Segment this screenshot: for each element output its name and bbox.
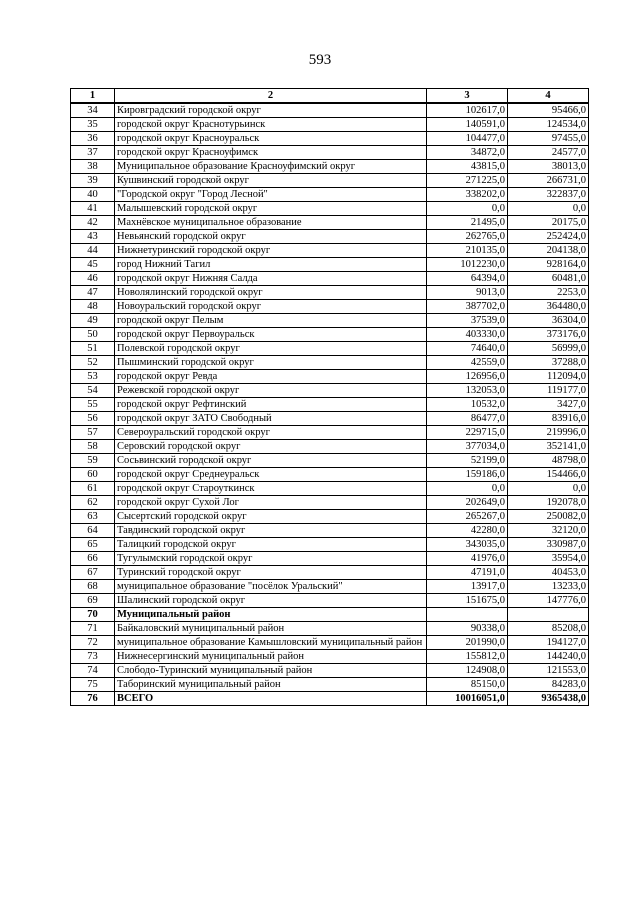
row-number-cell: 52 bbox=[71, 356, 115, 370]
column-4-value-cell: 60481,0 bbox=[508, 272, 589, 286]
row-number-cell: 49 bbox=[71, 314, 115, 328]
municipality-name-cell: Нижнетуринский городской округ bbox=[115, 244, 427, 258]
table-row bbox=[71, 650, 589, 664]
municipality-name-cell: Нижнесергинский муниципальный район bbox=[115, 650, 427, 664]
column-4-value-cell: 20175,0 bbox=[508, 216, 589, 230]
table-row bbox=[71, 496, 589, 510]
row-number-cell: 46 bbox=[71, 272, 115, 286]
table-row bbox=[71, 314, 589, 328]
column-3-value-cell: 21495,0 bbox=[427, 216, 508, 230]
municipality-name-cell: Серовский городской округ bbox=[115, 440, 427, 454]
row-number-cell: 72 bbox=[71, 636, 115, 650]
row-number-cell: 57 bbox=[71, 426, 115, 440]
table-row bbox=[71, 524, 589, 538]
table-row bbox=[71, 636, 589, 650]
table-row bbox=[71, 230, 589, 244]
municipality-name-cell: городской округ Красноуфимск bbox=[115, 146, 427, 160]
column-3-value-cell: 377034,0 bbox=[427, 440, 508, 454]
municipality-name-cell: Кировградский городской округ bbox=[115, 103, 427, 118]
column-3-value-cell: 74640,0 bbox=[427, 342, 508, 356]
table-row bbox=[71, 594, 589, 608]
column-4-value-cell: 119177,0 bbox=[508, 384, 589, 398]
column-3-value-cell: 64394,0 bbox=[427, 272, 508, 286]
column-3-value-cell: 10532,0 bbox=[427, 398, 508, 412]
column-3-value-cell: 0,0 bbox=[427, 202, 508, 216]
column-4-value-cell: 144240,0 bbox=[508, 650, 589, 664]
table-row bbox=[71, 510, 589, 524]
municipality-name-cell: Тавдинский городской округ bbox=[115, 524, 427, 538]
column-4-value-cell: 250082,0 bbox=[508, 510, 589, 524]
municipality-name-cell: Сысертский городской округ bbox=[115, 510, 427, 524]
column-header-4: 4 bbox=[508, 89, 589, 104]
column-3-value-cell: 338202,0 bbox=[427, 188, 508, 202]
column-4-value-cell: 40453,0 bbox=[508, 566, 589, 580]
column-4-value-cell: 95466,0 bbox=[508, 103, 589, 118]
municipality-name-cell: городской округ Рефтинский bbox=[115, 398, 427, 412]
row-number-cell: 45 bbox=[71, 258, 115, 272]
column-4-value-cell: 32120,0 bbox=[508, 524, 589, 538]
table-row bbox=[71, 678, 589, 692]
column-4-value-cell bbox=[508, 608, 589, 622]
municipality-name-cell: Таборинский муниципальный район bbox=[115, 678, 427, 692]
municipality-name-cell: городской округ ЗАТО Свободный bbox=[115, 412, 427, 426]
column-3-value-cell: 9013,0 bbox=[427, 286, 508, 300]
column-3-value-cell: 85150,0 bbox=[427, 678, 508, 692]
column-4-value-cell: 48798,0 bbox=[508, 454, 589, 468]
table-row bbox=[71, 566, 589, 580]
column-4-value-cell: 147776,0 bbox=[508, 594, 589, 608]
row-number-cell: 51 bbox=[71, 342, 115, 356]
row-number-cell: 53 bbox=[71, 370, 115, 384]
table-row bbox=[71, 454, 589, 468]
municipality-name-cell: муниципальное образование Камышловский муниципальный район bbox=[115, 636, 427, 650]
row-number-cell: 55 bbox=[71, 398, 115, 412]
column-4-value-cell: 36304,0 bbox=[508, 314, 589, 328]
row-number-cell: 71 bbox=[71, 622, 115, 636]
table-header bbox=[71, 89, 589, 104]
row-number-cell: 47 bbox=[71, 286, 115, 300]
row-number-cell: 38 bbox=[71, 160, 115, 174]
column-4-value-cell: 322837,0 bbox=[508, 188, 589, 202]
column-4-value-cell: 121553,0 bbox=[508, 664, 589, 678]
table-row bbox=[71, 272, 589, 286]
municipality-name-cell: городской округ Краснотурьинск bbox=[115, 118, 427, 132]
column-3-value-cell: 126956,0 bbox=[427, 370, 508, 384]
column-header-2: 2 bbox=[115, 89, 427, 104]
row-number-cell: 67 bbox=[71, 566, 115, 580]
row-number-cell: 69 bbox=[71, 594, 115, 608]
budget-table bbox=[70, 88, 589, 706]
row-number-cell: 63 bbox=[71, 510, 115, 524]
table-row bbox=[71, 412, 589, 426]
municipality-name-cell: Североуральский городской округ bbox=[115, 426, 427, 440]
column-4-value-cell: 154466,0 bbox=[508, 468, 589, 482]
municipality-name-cell: Невьянский городской округ bbox=[115, 230, 427, 244]
table-row bbox=[71, 608, 589, 622]
row-number-cell: 39 bbox=[71, 174, 115, 188]
column-4-value-cell: 38013,0 bbox=[508, 160, 589, 174]
column-4-value-cell: 85208,0 bbox=[508, 622, 589, 636]
column-4-value-cell: 112094,0 bbox=[508, 370, 589, 384]
municipality-name-cell: городской округ Среднеуральск bbox=[115, 468, 427, 482]
table-row bbox=[71, 244, 589, 258]
municipality-name-cell: Талицкий городской округ bbox=[115, 538, 427, 552]
column-3-value-cell: 265267,0 bbox=[427, 510, 508, 524]
row-number-cell: 61 bbox=[71, 482, 115, 496]
column-4-value-cell: 194127,0 bbox=[508, 636, 589, 650]
row-number-cell: 73 bbox=[71, 650, 115, 664]
municipality-name-cell: Шалинский городской округ bbox=[115, 594, 427, 608]
column-4-value-cell: 84283,0 bbox=[508, 678, 589, 692]
column-3-value-cell bbox=[427, 608, 508, 622]
row-number-cell: 35 bbox=[71, 118, 115, 132]
municipality-name-cell: Байкаловский муниципальный район bbox=[115, 622, 427, 636]
row-number-cell: 37 bbox=[71, 146, 115, 160]
column-4-value-cell: 266731,0 bbox=[508, 174, 589, 188]
table-row bbox=[71, 328, 589, 342]
row-number-cell: 64 bbox=[71, 524, 115, 538]
municipality-name-cell: Махнёвское муниципальное образование bbox=[115, 216, 427, 230]
column-3-value-cell: 34872,0 bbox=[427, 146, 508, 160]
table-row bbox=[71, 384, 589, 398]
table-row bbox=[71, 482, 589, 496]
column-3-value-cell: 42280,0 bbox=[427, 524, 508, 538]
municipality-name-cell: Тугулымский городской округ bbox=[115, 552, 427, 566]
column-header-3: 3 bbox=[427, 89, 508, 104]
column-3-value-cell: 10016051,0 bbox=[427, 692, 508, 706]
column-4-value-cell: 3427,0 bbox=[508, 398, 589, 412]
municipality-name-cell: Новоуральский городской округ bbox=[115, 300, 427, 314]
column-3-value-cell: 1012230,0 bbox=[427, 258, 508, 272]
column-4-value-cell: 56999,0 bbox=[508, 342, 589, 356]
table-row bbox=[71, 132, 589, 146]
column-4-value-cell: 928164,0 bbox=[508, 258, 589, 272]
column-3-value-cell: 124908,0 bbox=[427, 664, 508, 678]
column-3-value-cell: 90338,0 bbox=[427, 622, 508, 636]
row-number-cell: 56 bbox=[71, 412, 115, 426]
row-number-cell: 62 bbox=[71, 496, 115, 510]
row-number-cell: 34 bbox=[71, 103, 115, 118]
municipality-name-cell: городской округ Сухой Лог bbox=[115, 496, 427, 510]
municipality-name-cell: ВСЕГО bbox=[115, 692, 427, 706]
column-4-value-cell: 330987,0 bbox=[508, 538, 589, 552]
column-3-value-cell: 387702,0 bbox=[427, 300, 508, 314]
municipality-name-cell: Сосьвинский городской округ bbox=[115, 454, 427, 468]
column-3-value-cell: 42559,0 bbox=[427, 356, 508, 370]
municipality-name-cell: Кушвинский городской округ bbox=[115, 174, 427, 188]
table-row bbox=[71, 356, 589, 370]
row-number-cell: 36 bbox=[71, 132, 115, 146]
table-row bbox=[71, 468, 589, 482]
municipality-name-cell: муниципальное образование "посёлок Уральский" bbox=[115, 580, 427, 594]
column-4-value-cell: 35954,0 bbox=[508, 552, 589, 566]
table-row bbox=[71, 398, 589, 412]
row-number-cell: 75 bbox=[71, 678, 115, 692]
column-4-value-cell: 2253,0 bbox=[508, 286, 589, 300]
column-3-value-cell: 151675,0 bbox=[427, 594, 508, 608]
municipality-name-cell: городской округ Ревда bbox=[115, 370, 427, 384]
municipality-name-cell: Муниципальное образование Красноуфимский округ bbox=[115, 160, 427, 174]
column-3-value-cell: 201990,0 bbox=[427, 636, 508, 650]
column-4-value-cell: 124534,0 bbox=[508, 118, 589, 132]
table-row bbox=[71, 202, 589, 216]
page-number: 593 bbox=[308, 52, 332, 68]
column-3-value-cell: 229715,0 bbox=[427, 426, 508, 440]
municipality-name-cell: Режевской городской округ bbox=[115, 384, 427, 398]
column-3-value-cell: 132053,0 bbox=[427, 384, 508, 398]
row-number-cell: 59 bbox=[71, 454, 115, 468]
row-number-cell: 44 bbox=[71, 244, 115, 258]
municipality-name-cell: городской округ Пелым bbox=[115, 314, 427, 328]
municipality-name-cell: Туринский городской округ bbox=[115, 566, 427, 580]
table-row bbox=[71, 103, 589, 118]
municipality-name-cell: Муниципальный район bbox=[115, 608, 427, 622]
column-4-value-cell: 204138,0 bbox=[508, 244, 589, 258]
table-row bbox=[71, 440, 589, 454]
row-number-cell: 48 bbox=[71, 300, 115, 314]
table-row bbox=[71, 258, 589, 272]
municipality-name-cell: городской округ Нижняя Салда bbox=[115, 272, 427, 286]
municipality-name-cell: Пышминский городской округ bbox=[115, 356, 427, 370]
row-number-cell: 50 bbox=[71, 328, 115, 342]
municipality-name-cell: Полевской городской округ bbox=[115, 342, 427, 356]
column-3-value-cell: 202649,0 bbox=[427, 496, 508, 510]
row-number-cell: 41 bbox=[71, 202, 115, 216]
municipality-name-cell: Слободо-Туринский муниципальный район bbox=[115, 664, 427, 678]
column-3-value-cell: 13917,0 bbox=[427, 580, 508, 594]
row-number-cell: 68 bbox=[71, 580, 115, 594]
column-4-value-cell: 192078,0 bbox=[508, 496, 589, 510]
table-row bbox=[71, 426, 589, 440]
column-3-value-cell: 343035,0 bbox=[427, 538, 508, 552]
column-3-value-cell: 140591,0 bbox=[427, 118, 508, 132]
column-3-value-cell: 159186,0 bbox=[427, 468, 508, 482]
table-row bbox=[71, 692, 589, 706]
column-4-value-cell: 364480,0 bbox=[508, 300, 589, 314]
column-3-value-cell: 271225,0 bbox=[427, 174, 508, 188]
table-row bbox=[71, 622, 589, 636]
column-4-value-cell: 13233,0 bbox=[508, 580, 589, 594]
row-number-cell: 70 bbox=[71, 608, 115, 622]
column-4-value-cell: 97455,0 bbox=[508, 132, 589, 146]
row-number-cell: 58 bbox=[71, 440, 115, 454]
municipality-name-cell: город Нижний Тагил bbox=[115, 258, 427, 272]
column-4-value-cell: 37288,0 bbox=[508, 356, 589, 370]
column-3-value-cell: 155812,0 bbox=[427, 650, 508, 664]
municipality-name-cell: "Городской округ "Город Лесной" bbox=[115, 188, 427, 202]
row-number-cell: 65 bbox=[71, 538, 115, 552]
column-3-value-cell: 43815,0 bbox=[427, 160, 508, 174]
table-row bbox=[71, 580, 589, 594]
table-row bbox=[71, 300, 589, 314]
row-number-cell: 42 bbox=[71, 216, 115, 230]
column-header-1: 1 bbox=[71, 89, 115, 104]
table-row bbox=[71, 286, 589, 300]
row-number-cell: 43 bbox=[71, 230, 115, 244]
column-4-value-cell: 0,0 bbox=[508, 482, 589, 496]
column-3-value-cell: 37539,0 bbox=[427, 314, 508, 328]
table-row bbox=[71, 146, 589, 160]
row-number-cell: 76 bbox=[71, 692, 115, 706]
municipality-name-cell: Новолялинский городской округ bbox=[115, 286, 427, 300]
row-number-cell: 66 bbox=[71, 552, 115, 566]
table-row bbox=[71, 174, 589, 188]
column-3-value-cell: 52199,0 bbox=[427, 454, 508, 468]
row-number-cell: 74 bbox=[71, 664, 115, 678]
table-body bbox=[71, 103, 589, 706]
municipality-name-cell: Малышевский городской округ bbox=[115, 202, 427, 216]
column-3-value-cell: 0,0 bbox=[427, 482, 508, 496]
column-3-value-cell: 104477,0 bbox=[427, 132, 508, 146]
municipality-name-cell: городской округ Красноуральск bbox=[115, 132, 427, 146]
table-row bbox=[71, 552, 589, 566]
row-number-cell: 40 bbox=[71, 188, 115, 202]
column-3-value-cell: 102617,0 bbox=[427, 103, 508, 118]
table-row bbox=[71, 664, 589, 678]
table-row bbox=[71, 188, 589, 202]
row-number-cell: 54 bbox=[71, 384, 115, 398]
municipality-name-cell: городской округ Первоуральск bbox=[115, 328, 427, 342]
column-3-value-cell: 47191,0 bbox=[427, 566, 508, 580]
column-4-value-cell: 219996,0 bbox=[508, 426, 589, 440]
column-3-value-cell: 403330,0 bbox=[427, 328, 508, 342]
column-4-value-cell: 252424,0 bbox=[508, 230, 589, 244]
column-4-value-cell: 24577,0 bbox=[508, 146, 589, 160]
column-3-value-cell: 210135,0 bbox=[427, 244, 508, 258]
table-row bbox=[71, 538, 589, 552]
column-3-value-cell: 86477,0 bbox=[427, 412, 508, 426]
municipality-name-cell: городской округ Староуткинск bbox=[115, 482, 427, 496]
table-row bbox=[71, 370, 589, 384]
column-4-value-cell: 352141,0 bbox=[508, 440, 589, 454]
column-4-value-cell: 83916,0 bbox=[508, 412, 589, 426]
table-row bbox=[71, 216, 589, 230]
column-4-value-cell: 9365438,0 bbox=[508, 692, 589, 706]
table-row bbox=[71, 118, 589, 132]
row-number-cell: 60 bbox=[71, 468, 115, 482]
column-4-value-cell: 373176,0 bbox=[508, 328, 589, 342]
column-3-value-cell: 41976,0 bbox=[427, 552, 508, 566]
column-4-value-cell: 0,0 bbox=[508, 202, 589, 216]
column-3-value-cell: 262765,0 bbox=[427, 230, 508, 244]
table-row bbox=[71, 342, 589, 356]
table-row bbox=[71, 160, 589, 174]
